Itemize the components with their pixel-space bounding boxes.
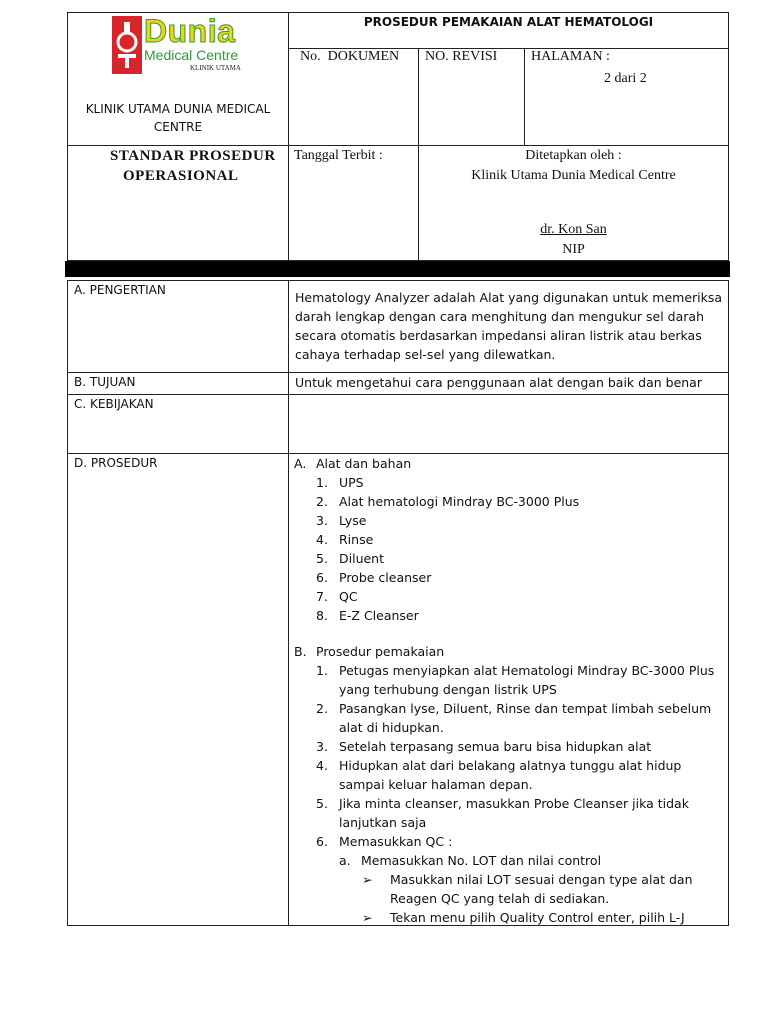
clinic-logo bbox=[110, 14, 242, 76]
prosedur-label: D. PROSEDUR bbox=[74, 456, 158, 470]
langkah-item-text: Hidupkan alat dari belakang alatnya tunggu alat hidup sampai keluar halaman depan. bbox=[339, 758, 682, 792]
section-a-heading bbox=[294, 454, 724, 473]
alat-item bbox=[294, 473, 724, 492]
langkah-item bbox=[294, 794, 724, 832]
tujuan-label: B. TUJUAN bbox=[74, 375, 136, 389]
section-b-marker: B. bbox=[294, 644, 307, 659]
ditetapkan-label: Ditetapkan oleh : bbox=[525, 148, 622, 163]
halaman-label: HALAMAN : bbox=[531, 49, 610, 64]
alat-item-number: 5. bbox=[316, 551, 328, 566]
bullet-item-text: Tekan menu pilih Quality Control enter, pilih L-J bbox=[390, 910, 685, 925]
langkah-item bbox=[294, 756, 724, 794]
section-a-title: Alat dan bahan bbox=[316, 456, 412, 471]
langkah-item bbox=[294, 699, 724, 737]
alat-item bbox=[294, 530, 724, 549]
section-b-title: Prosedur pemakaian bbox=[316, 644, 445, 659]
no-revisi-label: NO. REVISI bbox=[425, 49, 498, 64]
alat-item-text: Alat hematologi Mindray BC-3000 Plus bbox=[339, 494, 580, 509]
langkah-item-text: Setelah terpasang semua baru bisa hidupkan alat bbox=[339, 739, 652, 754]
langkah-item-text: Pasangkan lyse, Diluent, Rinse dan tempat limbah sebelum alat di hidupkan. bbox=[339, 701, 712, 735]
sub-a-heading bbox=[294, 851, 724, 870]
langkah-list bbox=[294, 661, 724, 851]
langkah-item-number: 6. bbox=[316, 834, 328, 849]
langkah-item-text: Memasukkan QC : bbox=[339, 834, 453, 849]
sub-a-marker: a. bbox=[339, 853, 351, 868]
langkah-item-number: 4. bbox=[316, 758, 328, 773]
no-dokumen-label: No. DOKUMEN bbox=[300, 49, 400, 64]
tanggal-terbit-label: Tanggal Terbit : bbox=[294, 148, 383, 163]
bullet-item bbox=[294, 908, 724, 927]
alat-item-number: 1. bbox=[316, 475, 328, 490]
sop-title-line2: OPERASIONAL bbox=[123, 168, 239, 184]
logo-brand-sub: KLINIK UTAMA bbox=[190, 64, 241, 72]
alat-item-text: Rinse bbox=[339, 532, 374, 547]
alat-item-text: Lyse bbox=[339, 513, 367, 528]
sub-a-title: Memasukkan No. LOT dan nilai control bbox=[361, 853, 602, 868]
signer-name: dr. Kon San bbox=[540, 222, 607, 237]
alat-item bbox=[294, 568, 724, 587]
arrow-bullet-icon: ➢ bbox=[362, 872, 373, 887]
arrow-bullet-icon: ➢ bbox=[362, 910, 373, 925]
langkah-item-number: 1. bbox=[316, 663, 328, 678]
langkah-item-number: 5. bbox=[316, 796, 328, 811]
ditetapkan-by: Klinik Utama Dunia Medical Centre bbox=[471, 168, 676, 183]
langkah-item-text: Petugas menyiapkan alat Hematologi Mindray BC-3000 Plus yang terhubung dengan listrik UPS bbox=[339, 663, 715, 697]
alat-item-number: 2. bbox=[316, 494, 328, 509]
alat-item-text: UPS bbox=[339, 475, 364, 490]
alat-item-number: 8. bbox=[316, 608, 328, 623]
signer-nip: NIP bbox=[562, 242, 585, 257]
alat-item-number: 6. bbox=[316, 570, 328, 585]
doc-title: PROSEDUR PEMAKAIAN ALAT HEMATOLOGI bbox=[363, 15, 654, 29]
clinic-name: KLINIK UTAMA DUNIA MEDICAL CENTRE bbox=[85, 102, 271, 134]
halaman-value: 2 dari 2 bbox=[604, 71, 647, 86]
alat-item-number: 4. bbox=[316, 532, 328, 547]
bullet-item-text: Masukkan nilai LOT sesuai dengan type alat dan Reagen QC yang telah di sediakan. bbox=[390, 872, 693, 906]
bullet-list bbox=[294, 870, 724, 927]
section-a-marker: A. bbox=[294, 456, 307, 471]
langkah-item-number: 2. bbox=[316, 701, 328, 716]
alat-item-text: Diluent bbox=[339, 551, 385, 566]
alat-item bbox=[294, 492, 724, 511]
bullet-item bbox=[294, 870, 724, 908]
alat-list bbox=[294, 473, 724, 625]
logo-brand-top: Dunia bbox=[144, 13, 236, 49]
separator-bar bbox=[65, 261, 730, 277]
pengertian-label: A. PENGERTIAN bbox=[74, 283, 166, 297]
langkah-item-number: 3. bbox=[316, 739, 328, 754]
logo-brand-bottom: Medical Centre bbox=[144, 47, 239, 63]
prosedur-label-cell bbox=[67, 453, 289, 926]
sop-title-line1: STANDAR PROSEDUR bbox=[110, 148, 276, 164]
langkah-item bbox=[294, 661, 724, 699]
alat-item-text: E-Z Cleanser bbox=[339, 608, 419, 623]
alat-item bbox=[294, 606, 724, 625]
pengertian-text: Hematology Analyzer adalah Alat yang digunakan untuk memeriksa darah lengkap dengan cara menghitung dan mengukur sel darah secara otomatis berdasarkan impedansi aliran listrik atau berkas cahaya terhadap sel-sel yang dilewatkan. bbox=[295, 290, 723, 362]
prosedur-content bbox=[294, 454, 724, 927]
alat-item bbox=[294, 511, 724, 530]
tujuan-text: Untuk mengetahui cara penggunaan alat dengan baik dan benar bbox=[295, 375, 702, 390]
alat-item-number: 3. bbox=[316, 513, 328, 528]
kebijakan-text-cell bbox=[288, 394, 729, 454]
alat-item bbox=[294, 549, 724, 568]
kebijakan-label: C. KEBIJAKAN bbox=[74, 397, 154, 411]
langkah-item-text: Jika minta cleanser, masukkan Probe Cleanser jika tidak lanjutkan saja bbox=[339, 796, 689, 830]
alat-item bbox=[294, 587, 724, 606]
langkah-item bbox=[294, 832, 724, 851]
alat-item-text: Probe cleanser bbox=[339, 570, 432, 585]
section-b-heading bbox=[294, 642, 724, 661]
langkah-item bbox=[294, 737, 724, 756]
alat-item-text: QC bbox=[339, 589, 358, 604]
alat-item-number: 7. bbox=[316, 589, 328, 604]
